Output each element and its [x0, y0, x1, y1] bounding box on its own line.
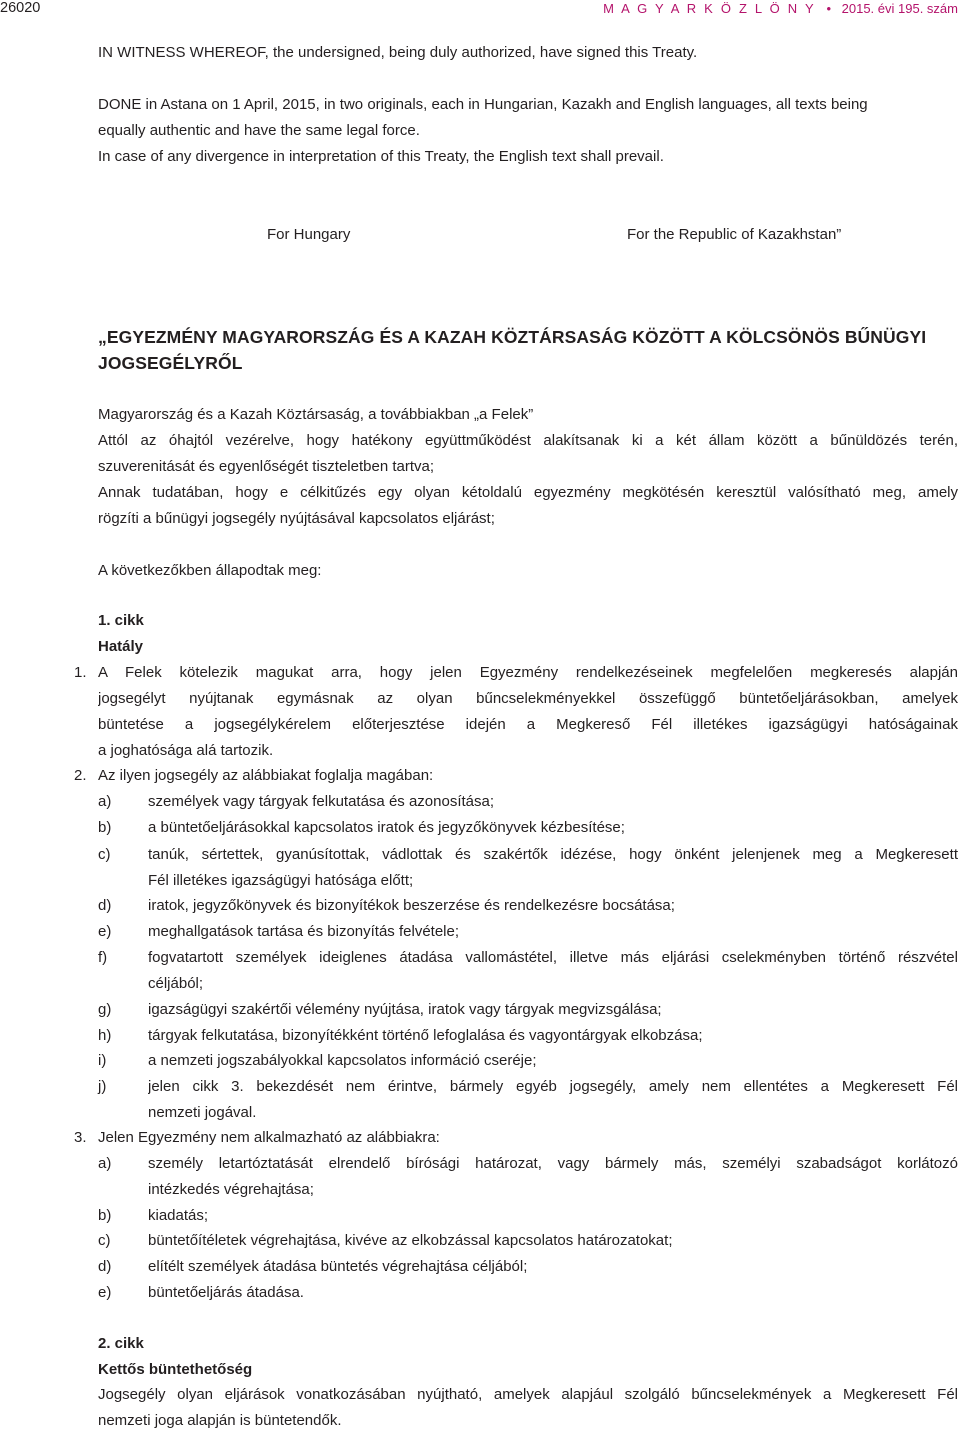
list-item-text: személyek vagy tárgyak felkutatása és azonosítása;	[148, 793, 495, 810]
header-bullet: •	[826, 1, 832, 16]
list-item-label: d)	[98, 897, 112, 914]
list-item-text: tárgyak felkutatása, bizonyítékként történő lefoglalása és vagyontárgyak elkobzása;	[148, 1027, 703, 1044]
divergence-clause: In case of any divergence in interpretation of this Treaty, the English text shall prevail.	[98, 148, 664, 165]
recital-2-line-2: rögzíti a bűnügyi jogsegély nyújtásával kapcsolatos eljárást;	[98, 510, 495, 527]
list-item-label: e)	[98, 1284, 112, 1301]
list-item-label: a)	[98, 1155, 112, 1172]
list-item-text: tanúk, sértettek, gyanúsítottak, vádlottak és szakértők idézése, hogy önként jelenjenek meg a Megkeresett	[148, 846, 958, 863]
parties-line: Magyarország és a Kazah Köztársaság, a továbbiakban „a Felek”	[98, 406, 534, 423]
list-item-text: iratok, jegyzőkönyvek és bizonyítékok beszerzése és rendelkezésre bocsátása;	[148, 897, 675, 914]
signature-kazakhstan: For the Republic of Kazakhstan”	[627, 226, 842, 243]
paragraph-1-number: 1.	[74, 664, 87, 681]
paragraph-2-intro: Az ilyen jogsegély az alábbiakat foglalja magában:	[98, 767, 434, 784]
list-item-label: j)	[98, 1078, 107, 1095]
article-2-line-1: Jogsegély olyan eljárások vonatkozásában nyújtható, amelyek alapjául szolgáló bűncselekmények a Megkeresett Fél	[98, 1386, 958, 1403]
list-item-text-cont: nemzeti jogával.	[148, 1104, 257, 1121]
list-item-label: c)	[98, 1232, 111, 1249]
paragraph-1-line-3: büntetése a jogsegélykérelem előterjesztése idején a Megkereső Fél illetékes igazságügyi hatóságainak	[98, 716, 958, 733]
list-item-text: személy letartóztatását elrendelő bírósági határozat, vagy bármely más, személyi szabadságot korlátozó	[148, 1155, 958, 1172]
list-item-label: h)	[98, 1027, 112, 1044]
signature-hungary: For Hungary	[267, 226, 351, 243]
article-1-number: 1. cikk	[98, 612, 144, 629]
treaty-title-line-1: „EGYEZMÉNY MAGYARORSZÁG ÉS A KAZAH KÖZTÁRSASÁG KÖZÖTT A KÖLCSÖNÖS BŰNÜGYI	[98, 327, 927, 347]
list-item-label: c)	[98, 846, 111, 863]
recital-1-line-1: Attól az óhajtól vezérelve, hogy hatékony együttműködést alakítsanak ki a két állam között a bűnüldözés terén,	[98, 432, 958, 449]
list-item-label: i)	[98, 1052, 107, 1069]
paragraph-3-number: 3.	[74, 1129, 87, 1146]
witness-clause: IN WITNESS WHEREOF, the undersigned, being duly authorized, have signed this Treaty.	[98, 44, 698, 61]
page-number: 26020	[0, 0, 41, 16]
gazette-name: M A G Y A R K Ö Z L Ö N Y	[603, 1, 816, 16]
list-item-label: d)	[98, 1258, 112, 1275]
list-item-label: f)	[98, 949, 108, 966]
recital-1-line-2: szuverenitását és egyenlőségét tiszteletben tartva;	[98, 458, 435, 475]
list-item-text: büntetőítéletek végrehajtása, kivéve az elkobzással kapcsolatos határozatokat;	[148, 1232, 673, 1249]
list-item-text-cont: céljából;	[148, 975, 204, 992]
recital-2-line-1: Annak tudatában, hogy e célkitűzés egy olyan kétoldalú egyezmény megkötésén keresztül valósítható meg, amely	[98, 484, 958, 501]
paragraph-2-number: 2.	[74, 767, 87, 784]
paragraph-3-intro: Jelen Egyezmény nem alkalmazható az alábbiakra:	[98, 1129, 440, 1146]
paragraph-1-line-4: a joghatósága alá tartozik.	[98, 742, 274, 759]
list-item-text-cont: Fél illetékes igazságügyi hatósága előtt;	[148, 872, 414, 889]
done-clause-line-1: DONE in Astana on 1 April, 2015, in two originals, each in Hungarian, Kazakh and English languages, all texts being	[98, 96, 868, 113]
list-item-text: a büntetőeljárásokkal kapcsolatos iratok és jegyzőkönyvek kézbesítése;	[148, 819, 625, 836]
treaty-title-line-2: JOGSEGÉLYRŐL	[98, 353, 243, 373]
article-2-title: Kettős büntethetőség	[98, 1361, 253, 1378]
list-item-label: b)	[98, 819, 112, 836]
article-2-number: 2. cikk	[98, 1335, 144, 1352]
list-item-label: g)	[98, 1001, 112, 1018]
list-item-label: a)	[98, 793, 112, 810]
list-item-text: büntetőeljárás átadása.	[148, 1284, 304, 1301]
article-1-title: Hatály	[98, 638, 144, 655]
list-item-text: elítélt személyek átadása büntetés végrehajtása céljából;	[148, 1258, 528, 1275]
running-header	[603, 1, 958, 16]
list-item-text: igazságügyi szakértői vélemény nyújtása, iratok vagy tárgyak megvizsgálása;	[148, 1001, 662, 1018]
list-item-label: e)	[98, 923, 112, 940]
list-item-text: kiadatás;	[148, 1207, 209, 1224]
list-item-label: b)	[98, 1207, 112, 1224]
agreed-line: A következőkben állapodtak meg:	[98, 562, 322, 579]
issue-number: 2015. évi 195. szám	[841, 1, 958, 16]
done-clause-line-2: equally authentic and have the same legal force.	[98, 122, 420, 139]
article-2-line-2: nemzeti joga alapján is büntetendők.	[98, 1412, 342, 1429]
list-item-text: fogvatartott személyek ideiglenes átadása vallomástétel, illetve más eljárási cselekményben történő részvétel	[148, 949, 958, 966]
paragraph-1-line-1: A Felek kötelezik magukat arra, hogy jelen Egyezmény rendelkezéseinek megfelelően megkeresés alapján	[98, 664, 958, 681]
list-item-text: jelen cikk 3. bekezdését nem érintve, bármely egyéb jogsegély, amely nem ellentétes a Megkeresett Fél	[148, 1078, 958, 1095]
list-item-text: a nemzeti jogszabályokkal kapcsolatos információ cseréje;	[148, 1052, 537, 1069]
paragraph-1-line-2: jogsegélyt nyújtanak egymásnak az olyan bűncselekményekkel összefüggő büntetőeljárásokban, amelyek	[98, 690, 958, 707]
list-item-text: meghallgatások tartása és bizonyítás felvétele;	[148, 923, 460, 940]
list-item-text-cont: intézkedés végrehajtása;	[148, 1181, 314, 1198]
